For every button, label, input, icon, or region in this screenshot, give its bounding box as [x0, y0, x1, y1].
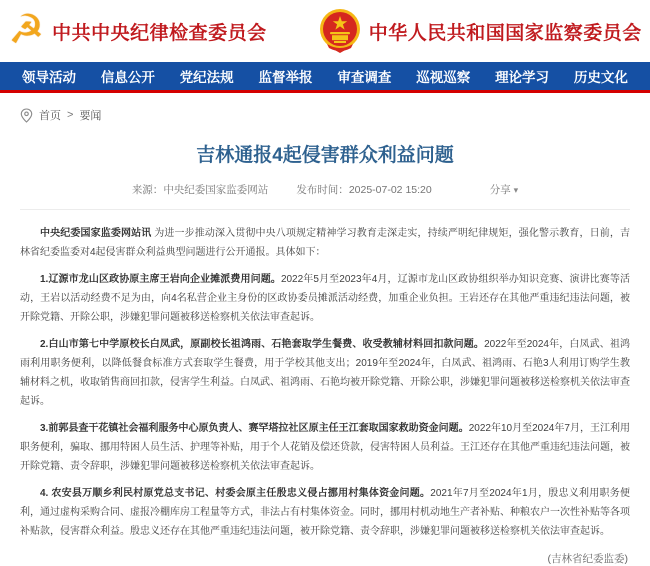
brand-ccdi[interactable] [8, 8, 267, 52]
breadcrumb-separator: > [67, 109, 74, 121]
nav-item-inspection-tours[interactable]: 巡视巡察 [416, 70, 471, 85]
case-paragraph-2 [20, 335, 630, 411]
main-nav [0, 62, 650, 90]
brand-nsc[interactable] [319, 8, 642, 54]
article-page [0, 93, 650, 566]
article-source [132, 182, 269, 197]
party-emblem-icon: ☭ [8, 8, 45, 52]
nav-item-supervision-report[interactable]: 监督举报 [258, 70, 313, 85]
brand-ccdi-title: 中共中央纪律检查委员会 [52, 22, 267, 44]
breadcrumb [20, 93, 630, 123]
time-label: 发布时间： [296, 184, 349, 196]
case-1-text: 2022年5月至2023年4月，辽源市龙山区政协组织举办知识竞赛、演讲比赛等活动，王岩以活动经费不足为由，向4名私营企业主身份的区政协委员摊派活动经费，加重企业负担。王岩还存在其他严重违纪违法问题，被开除党籍、开除公职，涉嫌犯罪问题被移送检察机关依法审查起诉。 [20, 274, 630, 323]
case-3-lead: 3.前郭县查干花镇社会福利服务中心原负责人、赛罕塔拉社区原主任王江套取国家救助资金问题。 [40, 423, 469, 434]
national-emblem-icon [319, 8, 361, 54]
case-paragraph-1 [20, 270, 630, 327]
case-1-lead: 1.辽源市龙山区政协原主席王岩向企业摊派费用问题。 [40, 274, 281, 285]
page-title: 吉林通报4起侵害群众利益问题 [196, 145, 454, 166]
article-meta [20, 182, 630, 210]
article-attribution: (吉林省纪委监委) [547, 553, 628, 565]
case-2-text: 2022年至2024年，白凤武、祖鸿雨利用职务便利，以降低餐食标准方式套取学生餐费，用于学校其他支出；2019年至2024年，白凤武、祖鸿雨、石艳3人利用订购学生教辅材料之机，收取销售商回扣款，侵害学生利益。白凤武、祖鸿雨、石艳均被开除党籍、开除公职，涉嫌犯罪问题被移送检察机关依法审查起诉。 [20, 339, 631, 407]
nav-item-leader-activities[interactable]: 领导活动 [22, 70, 76, 85]
brand-nsc-title: 中华人民共和国国家监察委员会 [368, 22, 642, 44]
case-4-text: 2021年7月至2024年1月，殷忠义利用职务便利，通过虚构采购合同、虚报冷棚库房工程量等方式，非法占有村集体资金。同时，挪用村机动地生产者补贴、种粮农户一次性补贴等各项补贴款，侵害群众利益。殷忠义还存在其他严重违纪违法问题，被开除党籍、责令辞职，涉嫌犯罪问题被移送检察机关依法审查起诉。 [20, 488, 630, 537]
case-paragraph-3 [20, 419, 630, 476]
article-body [20, 210, 630, 566]
site-header [0, 0, 650, 62]
chevron-down-icon: ▾ [513, 185, 519, 195]
breadcrumb-home[interactable]: 首页 [39, 110, 61, 122]
intro-lead: 中央纪委国家监委网站讯 [40, 228, 152, 239]
case-4-lead: 4. 农安县万顺乡利民村原党总支书记、村委会原主任殷忠义侵占挪用村集体资金问题。 [40, 488, 431, 499]
nav-item-theory-study[interactable]: 理论学习 [495, 70, 550, 85]
nav-item-info-disclosure[interactable]: 信息公开 [100, 70, 155, 85]
article-intro-paragraph [20, 224, 630, 262]
article-publish-time [296, 182, 431, 197]
share-button[interactable] [490, 182, 518, 197]
intro-text: 为进一步推动深入贯彻中央八项规定精神学习教育走深走实，持续严明纪律规矩，强化警示教育，日前，吉林省纪委监委对4起侵害群众利益典型问题进行公开通报。具体如下： [20, 228, 631, 258]
nav-item-history-culture[interactable]: 历史文化 [573, 70, 628, 85]
case-2-lead: 2.白山市第七中学原校长白凤武，原副校长祖鸿雨、石艳套取学生餐费、收受教辅材料回扣款问题。 [40, 339, 485, 350]
case-paragraph-4 [20, 484, 630, 541]
nav-item-party-rules[interactable]: 党纪法规 [179, 70, 234, 85]
time-value: 2025-07-02 15:20 [348, 184, 432, 196]
breadcrumb-section[interactable]: 要闻 [79, 110, 102, 122]
source-value: 中央纪委国家监委网站 [163, 184, 269, 196]
share-label: 分享 [489, 184, 511, 196]
location-pin-icon [20, 108, 33, 123]
case-3-text: 2022年10月至2024年7月，王江利用职务便利，骗取、挪用特困人员生活、护理等补贴，用于个人花销及偿还贷款，侵害特困人员利益。王江还存在其他严重违纪违法问题，被开除党籍、责令辞职，涉嫌犯罪问题被移送检察机关依法审查起诉。 [20, 423, 630, 472]
nav-item-review-investigation[interactable]: 审查调查 [337, 70, 392, 85]
source-label: 来源： [131, 184, 164, 196]
